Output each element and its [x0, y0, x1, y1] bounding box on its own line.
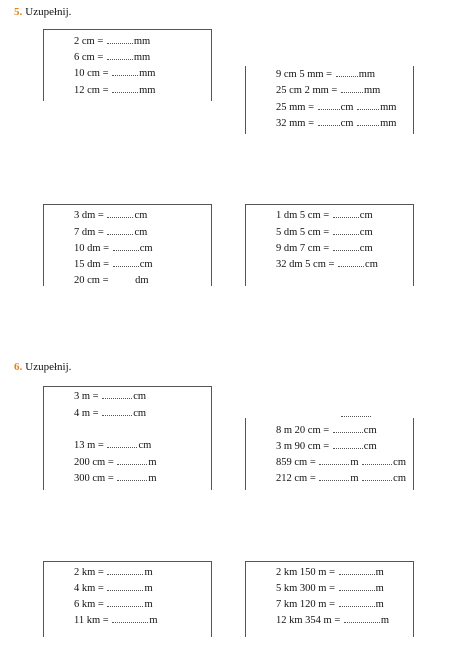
exercise-text: m [148, 473, 157, 484]
exercise-text: m [375, 583, 384, 594]
exercise-row [276, 226, 373, 239]
exercise-row [276, 84, 380, 97]
exercise-row [340, 408, 372, 421]
exercise-row [276, 598, 384, 611]
exercise-text: cm [138, 440, 152, 451]
exercise-text: mm [363, 85, 381, 96]
box-left-border [245, 204, 246, 286]
exercise-text: m [144, 567, 153, 578]
answer-blank[interactable] [107, 51, 133, 60]
exercise-row [74, 226, 147, 239]
exercise-text: m [149, 615, 158, 626]
answer-blank[interactable] [107, 226, 133, 235]
exercise-text: 2 km = [74, 567, 107, 578]
box-right-border [211, 204, 212, 286]
exercise-text: 20 cm = [74, 275, 112, 286]
exercise-text: mm [139, 68, 156, 79]
exercise-row [276, 472, 406, 485]
exercise-text: 3 dm = [74, 210, 107, 221]
box-top-border [43, 561, 211, 562]
exercise-row [74, 35, 150, 48]
exercise-text: 12 km 354 m = [276, 615, 343, 626]
exercise-row [74, 614, 158, 627]
task-6-header [14, 361, 71, 373]
answer-blank[interactable] [107, 566, 143, 575]
exercise-text: 3 m = [74, 391, 102, 402]
exercise-row [74, 258, 153, 271]
exercise-row [74, 456, 157, 469]
exercise-row [276, 456, 406, 469]
exercise-row [74, 566, 153, 579]
exercise-text: m [350, 473, 362, 484]
exercise-row [276, 582, 384, 595]
exercise-text: dm [135, 275, 149, 286]
exercise-text: 25 cm 2 mm = [276, 85, 340, 96]
exercise-text: 8 m 20 cm = [276, 425, 332, 436]
exercise-text: 5 km 300 m = [276, 583, 338, 594]
exercise-text: m [148, 457, 157, 468]
exercise-text: 32 dm 5 cm = [276, 259, 338, 270]
box-left-border [43, 29, 44, 101]
exercise-text: 13 m = [74, 440, 107, 451]
box-left-border [43, 386, 44, 490]
answer-blank[interactable] [117, 456, 147, 465]
exercise-text: mm [380, 118, 397, 129]
box-left-border [43, 561, 44, 637]
box-right-border [413, 66, 414, 134]
exercise-text: 9 cm 5 mm = [276, 69, 335, 80]
task-number: 5. [14, 6, 23, 18]
answer-blank[interactable] [339, 582, 375, 591]
exercise-text: 4 km = [74, 583, 107, 594]
answer-blank[interactable] [107, 209, 133, 218]
answer-blank[interactable] [362, 472, 392, 481]
box-left-border [245, 418, 246, 490]
exercise-text: 4 m = [74, 408, 102, 419]
exercise-row [74, 51, 150, 64]
exercise-text: 25 mm = [276, 102, 317, 113]
answer-blank[interactable] [336, 68, 358, 77]
exercise-text: mm [139, 85, 156, 96]
exercise-text: 7 km 120 m = [276, 599, 338, 610]
exercise-text: 7 dm = [74, 227, 107, 238]
answer-blank[interactable] [333, 209, 359, 218]
exercise-row [74, 390, 146, 403]
answer-blank[interactable] [102, 390, 132, 399]
answer-blank[interactable] [341, 408, 371, 417]
answer-blank[interactable] [357, 117, 379, 126]
exercise-row [74, 67, 155, 80]
exercise-text: cm [134, 227, 148, 238]
exercise-text: m [350, 457, 362, 468]
answer-blank[interactable] [318, 117, 340, 126]
exercise-row [276, 614, 389, 627]
exercise-row [74, 209, 147, 222]
answer-blank[interactable] [362, 456, 392, 465]
exercise-text: cm [365, 259, 378, 270]
exercise-text: 200 cm = [74, 457, 117, 468]
answer-blank[interactable] [107, 582, 143, 591]
exercise-row [276, 209, 373, 222]
exercise-text: cm [340, 118, 357, 129]
exercise-text: m [144, 599, 153, 610]
box-right-border [211, 29, 212, 101]
answer-blank[interactable] [107, 439, 137, 448]
exercise-row [276, 258, 378, 271]
exercise-text: 6 cm = [74, 52, 106, 63]
answer-blank[interactable] [102, 407, 132, 416]
exercise-text: cm [359, 243, 373, 254]
answer-blank[interactable] [112, 67, 138, 76]
answer-blank[interactable] [107, 35, 133, 44]
answer-blank[interactable] [344, 614, 380, 623]
exercise-text: 300 cm = [74, 473, 117, 484]
exercise-text: 859 cm = [276, 457, 319, 468]
task-number: 6. [14, 361, 23, 373]
exercise-text: cm [133, 408, 147, 419]
box-top-border [43, 29, 211, 30]
exercise-text: 3 m 90 cm = [276, 441, 332, 452]
exercise-row [276, 117, 396, 130]
task-title: Uzupełnij. [25, 6, 72, 18]
exercise-row [74, 582, 153, 595]
box-left-border [245, 561, 246, 637]
exercise-text: m [375, 567, 384, 578]
answer-blank[interactable] [318, 101, 340, 110]
box-top-border [43, 386, 211, 387]
exercise-text: mm [133, 36, 151, 47]
answer-blank[interactable] [333, 242, 359, 251]
exercise-text: cm [363, 425, 377, 436]
exercise-text: cm [393, 473, 406, 484]
exercise-text: 212 cm = [276, 473, 319, 484]
exercise-row [74, 439, 151, 452]
exercise-text: 6 km = [74, 599, 107, 610]
answer-blank[interactable] [357, 101, 379, 110]
answer-blank[interactable] [333, 440, 363, 449]
answer-blank[interactable] [113, 258, 139, 267]
exercise-row [276, 440, 377, 453]
exercise-text: m [380, 615, 390, 626]
exercise-text: cm [139, 243, 153, 254]
box-right-border [211, 561, 212, 637]
box-left-border [43, 204, 44, 286]
exercise-text: 1 dm 5 cm = [276, 210, 332, 221]
task-title: Uzupełnij. [25, 361, 72, 373]
exercise-row [276, 566, 384, 579]
exercise-text: mm [358, 69, 376, 80]
exercise-row [74, 472, 157, 485]
box-top-border [43, 204, 211, 205]
answer-blank[interactable] [112, 614, 148, 623]
exercise-row [276, 242, 373, 255]
answer-blank[interactable] [339, 566, 375, 575]
exercise-row [74, 242, 153, 255]
exercise-text: 32 mm = [276, 118, 317, 129]
exercise-row [276, 424, 377, 437]
answer-blank[interactable] [339, 598, 375, 607]
exercise-row [74, 407, 146, 420]
box-right-border [211, 386, 212, 490]
box-right-border [413, 561, 414, 637]
answer-blank[interactable] [113, 242, 139, 251]
answer-blank[interactable] [333, 226, 359, 235]
exercise-text: cm [393, 457, 406, 468]
exercise-row [74, 598, 153, 611]
answer-blank[interactable] [319, 456, 349, 465]
exercise-text: 11 km = [74, 615, 112, 626]
exercise-text: mm [133, 52, 151, 63]
exercise-text: cm [359, 210, 373, 221]
box-top-border [245, 204, 413, 205]
exercise-text: 12 cm = [74, 85, 112, 96]
box-left-border [245, 66, 246, 134]
answer-blank[interactable] [333, 424, 363, 433]
exercise-text: 5 dm 5 cm = [276, 227, 332, 238]
exercise-text: m [144, 583, 153, 594]
answer-blank[interactable] [341, 84, 363, 93]
exercise-text: mm [380, 102, 397, 113]
exercise-text: 10 dm = [74, 243, 112, 254]
box-top-border [245, 561, 413, 562]
task-5-header [14, 6, 71, 18]
exercise-text: 15 dm = [74, 259, 112, 270]
exercise-text: cm [340, 102, 357, 113]
exercise-text: cm [359, 227, 373, 238]
exercise-row [74, 275, 149, 287]
exercise-row [276, 101, 396, 114]
box-right-border [413, 204, 414, 286]
answer-blank[interactable] [338, 258, 364, 267]
exercise-text: 10 cm = [74, 68, 112, 79]
answer-blank[interactable] [117, 472, 147, 481]
answer-blank[interactable] [107, 598, 143, 607]
exercise-text: cm [133, 391, 147, 402]
exercise-text: cm [139, 259, 153, 270]
exercise-text: cm [363, 441, 377, 452]
exercise-row [74, 84, 155, 97]
exercise-text: 2 cm = [74, 36, 106, 47]
box-right-border [413, 418, 414, 490]
exercise-text: cm [134, 210, 148, 221]
exercise-text: 9 dm 7 cm = [276, 243, 332, 254]
exercise-text: m [375, 599, 384, 610]
exercise-text: 2 km 150 m = [276, 567, 338, 578]
answer-blank[interactable] [319, 472, 349, 481]
answer-blank[interactable] [112, 84, 138, 93]
exercise-row [276, 68, 375, 81]
